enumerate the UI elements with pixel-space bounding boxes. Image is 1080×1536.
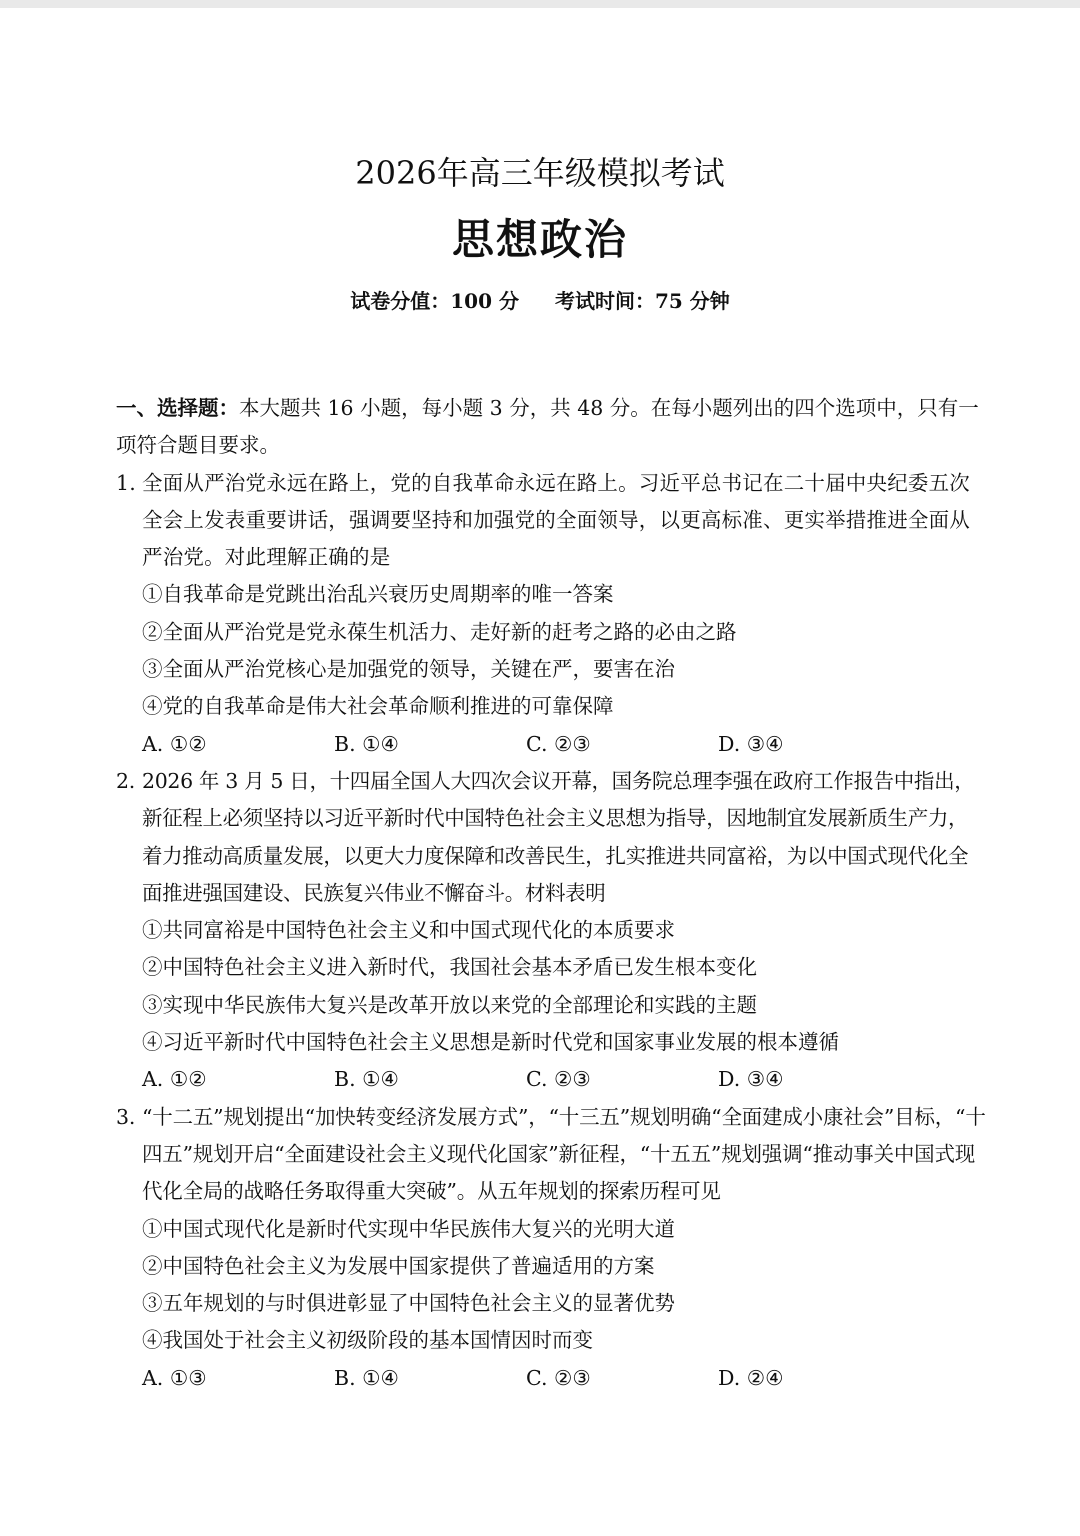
statement-option: ①中国式现代化是新时代实现中华民族伟大复兴的光明大道 bbox=[142, 1216, 675, 1241]
answer-choice-d: D. ③④ bbox=[718, 731, 784, 756]
statement-option: ③实现中华民族伟大复兴是改革开放以来党的全部理论和实践的主题 bbox=[142, 992, 757, 1017]
answer-choices bbox=[116, 1061, 986, 1098]
statement-option: ④习近平新时代中国特色社会主义思想是新时代党和国家事业发展的根本遵循 bbox=[142, 1030, 839, 1055]
question-1 bbox=[116, 465, 986, 763]
answer-choice-a: A. ①② bbox=[142, 1067, 207, 1092]
statement-option: ④我国处于社会主义初级阶段的基本国情因时而变 bbox=[142, 1328, 593, 1353]
score-label: 试卷分值：100 分 bbox=[350, 289, 519, 313]
question-stem bbox=[116, 1099, 986, 1211]
question-stem bbox=[116, 465, 986, 577]
subject-title: 思想政治 bbox=[451, 215, 628, 264]
time-label: 考试时间：75 分钟 bbox=[554, 289, 730, 313]
statement-option: ①自我革命是党跳出治乱兴衰历史周期率的唯一答案 bbox=[142, 582, 614, 607]
answer-choice-d: D. ③④ bbox=[718, 1067, 784, 1092]
exam-title: 2026年高三年级模拟考试 bbox=[355, 154, 725, 192]
answer-choice-b: B. ①④ bbox=[334, 1365, 399, 1390]
statement-option: ②全面从严治党是党永葆生机活力、走好新的赶考之路的必由之路 bbox=[142, 619, 737, 644]
statement-option: ③全面从严治党核心是加强党的领导，关键在严，要害在治 bbox=[142, 657, 675, 682]
question-number: 3. bbox=[116, 1104, 136, 1129]
answer-choice-c: C. ②③ bbox=[526, 1365, 591, 1390]
answer-choice-b: B. ①④ bbox=[334, 1067, 399, 1092]
statement-option: ①共同富裕是中国特色社会主义和中国式现代化的本质要求 bbox=[142, 918, 675, 943]
question-stem bbox=[116, 763, 986, 912]
question-number: 1. bbox=[116, 470, 136, 495]
statement-option: ②中国特色社会主义进入新时代，我国社会基本矛盾已发生根本变化 bbox=[142, 955, 757, 980]
answer-choice-c: C. ②③ bbox=[526, 1067, 591, 1092]
section-lead: 一、选择题： bbox=[116, 396, 239, 420]
statement-option: ②中国特色社会主义为发展中国家提供了普遍适用的方案 bbox=[142, 1253, 655, 1278]
answer-choice-b: B. ①④ bbox=[334, 731, 399, 756]
answer-choice-a: A. ①③ bbox=[142, 1365, 207, 1390]
exam-content bbox=[116, 390, 986, 1397]
question-number: 2. bbox=[116, 768, 135, 793]
question-text: 2026 年 3 月 5 日，十四届全国人大四次会议开幕，国务院总理李强在政府工作报告中指出，新征程上必须坚持以习近平新时代中国特色社会主义思想为指导，因地制宜发展新质生产力，着力推动高质量发展，以更大力度保障和改善民生，扎实推进共同富裕，为以中国式现代化全面推进强国建设、民族复兴伟业不懈奋斗。材料表明 bbox=[142, 768, 975, 905]
question-text: “十二五”规划提出“加快转变经济发展方式”，“十三五”规划明确“全面建成小康社会”目标，“十四五”规划开启“全面建设社会主义现代化国家”新征程，“十五五”规划强调“推动事关中国式现代化全局的战略任务取得重大突破”。从五年规划的探索历程可见 bbox=[142, 1104, 986, 1204]
question-2 bbox=[116, 763, 986, 1099]
section-heading bbox=[116, 390, 986, 465]
statement-option: ④党的自我革命是伟大社会革命顺利推进的可靠保障 bbox=[142, 694, 614, 719]
answer-choice-c: C. ②③ bbox=[526, 731, 591, 756]
answer-choice-d: D. ②④ bbox=[718, 1365, 784, 1390]
answer-choice-a: A. ①② bbox=[142, 731, 207, 756]
question-text: 全面从严治党永远在路上，党的自我革命永远在路上。习近平总书记在二十届中央纪委五次全会上发表重要讲话，强调要坚持和加强党的全面领导，以更高标准、更实举措推进全面从严治党。对此理解正确的是 bbox=[142, 470, 970, 570]
section-instructions: 本大题共 16 小题，每小题 3 分，共 48 分。在每小题列出的四个选项中，只有一项符合题目要求。 bbox=[116, 396, 979, 458]
exam-info bbox=[0, 284, 1080, 318]
statement-option: ③五年规划的与时俱进彰显了中国特色社会主义的显著优势 bbox=[142, 1291, 675, 1316]
answer-choices bbox=[116, 1360, 986, 1397]
answer-choices bbox=[116, 726, 986, 763]
question-3 bbox=[116, 1099, 986, 1397]
